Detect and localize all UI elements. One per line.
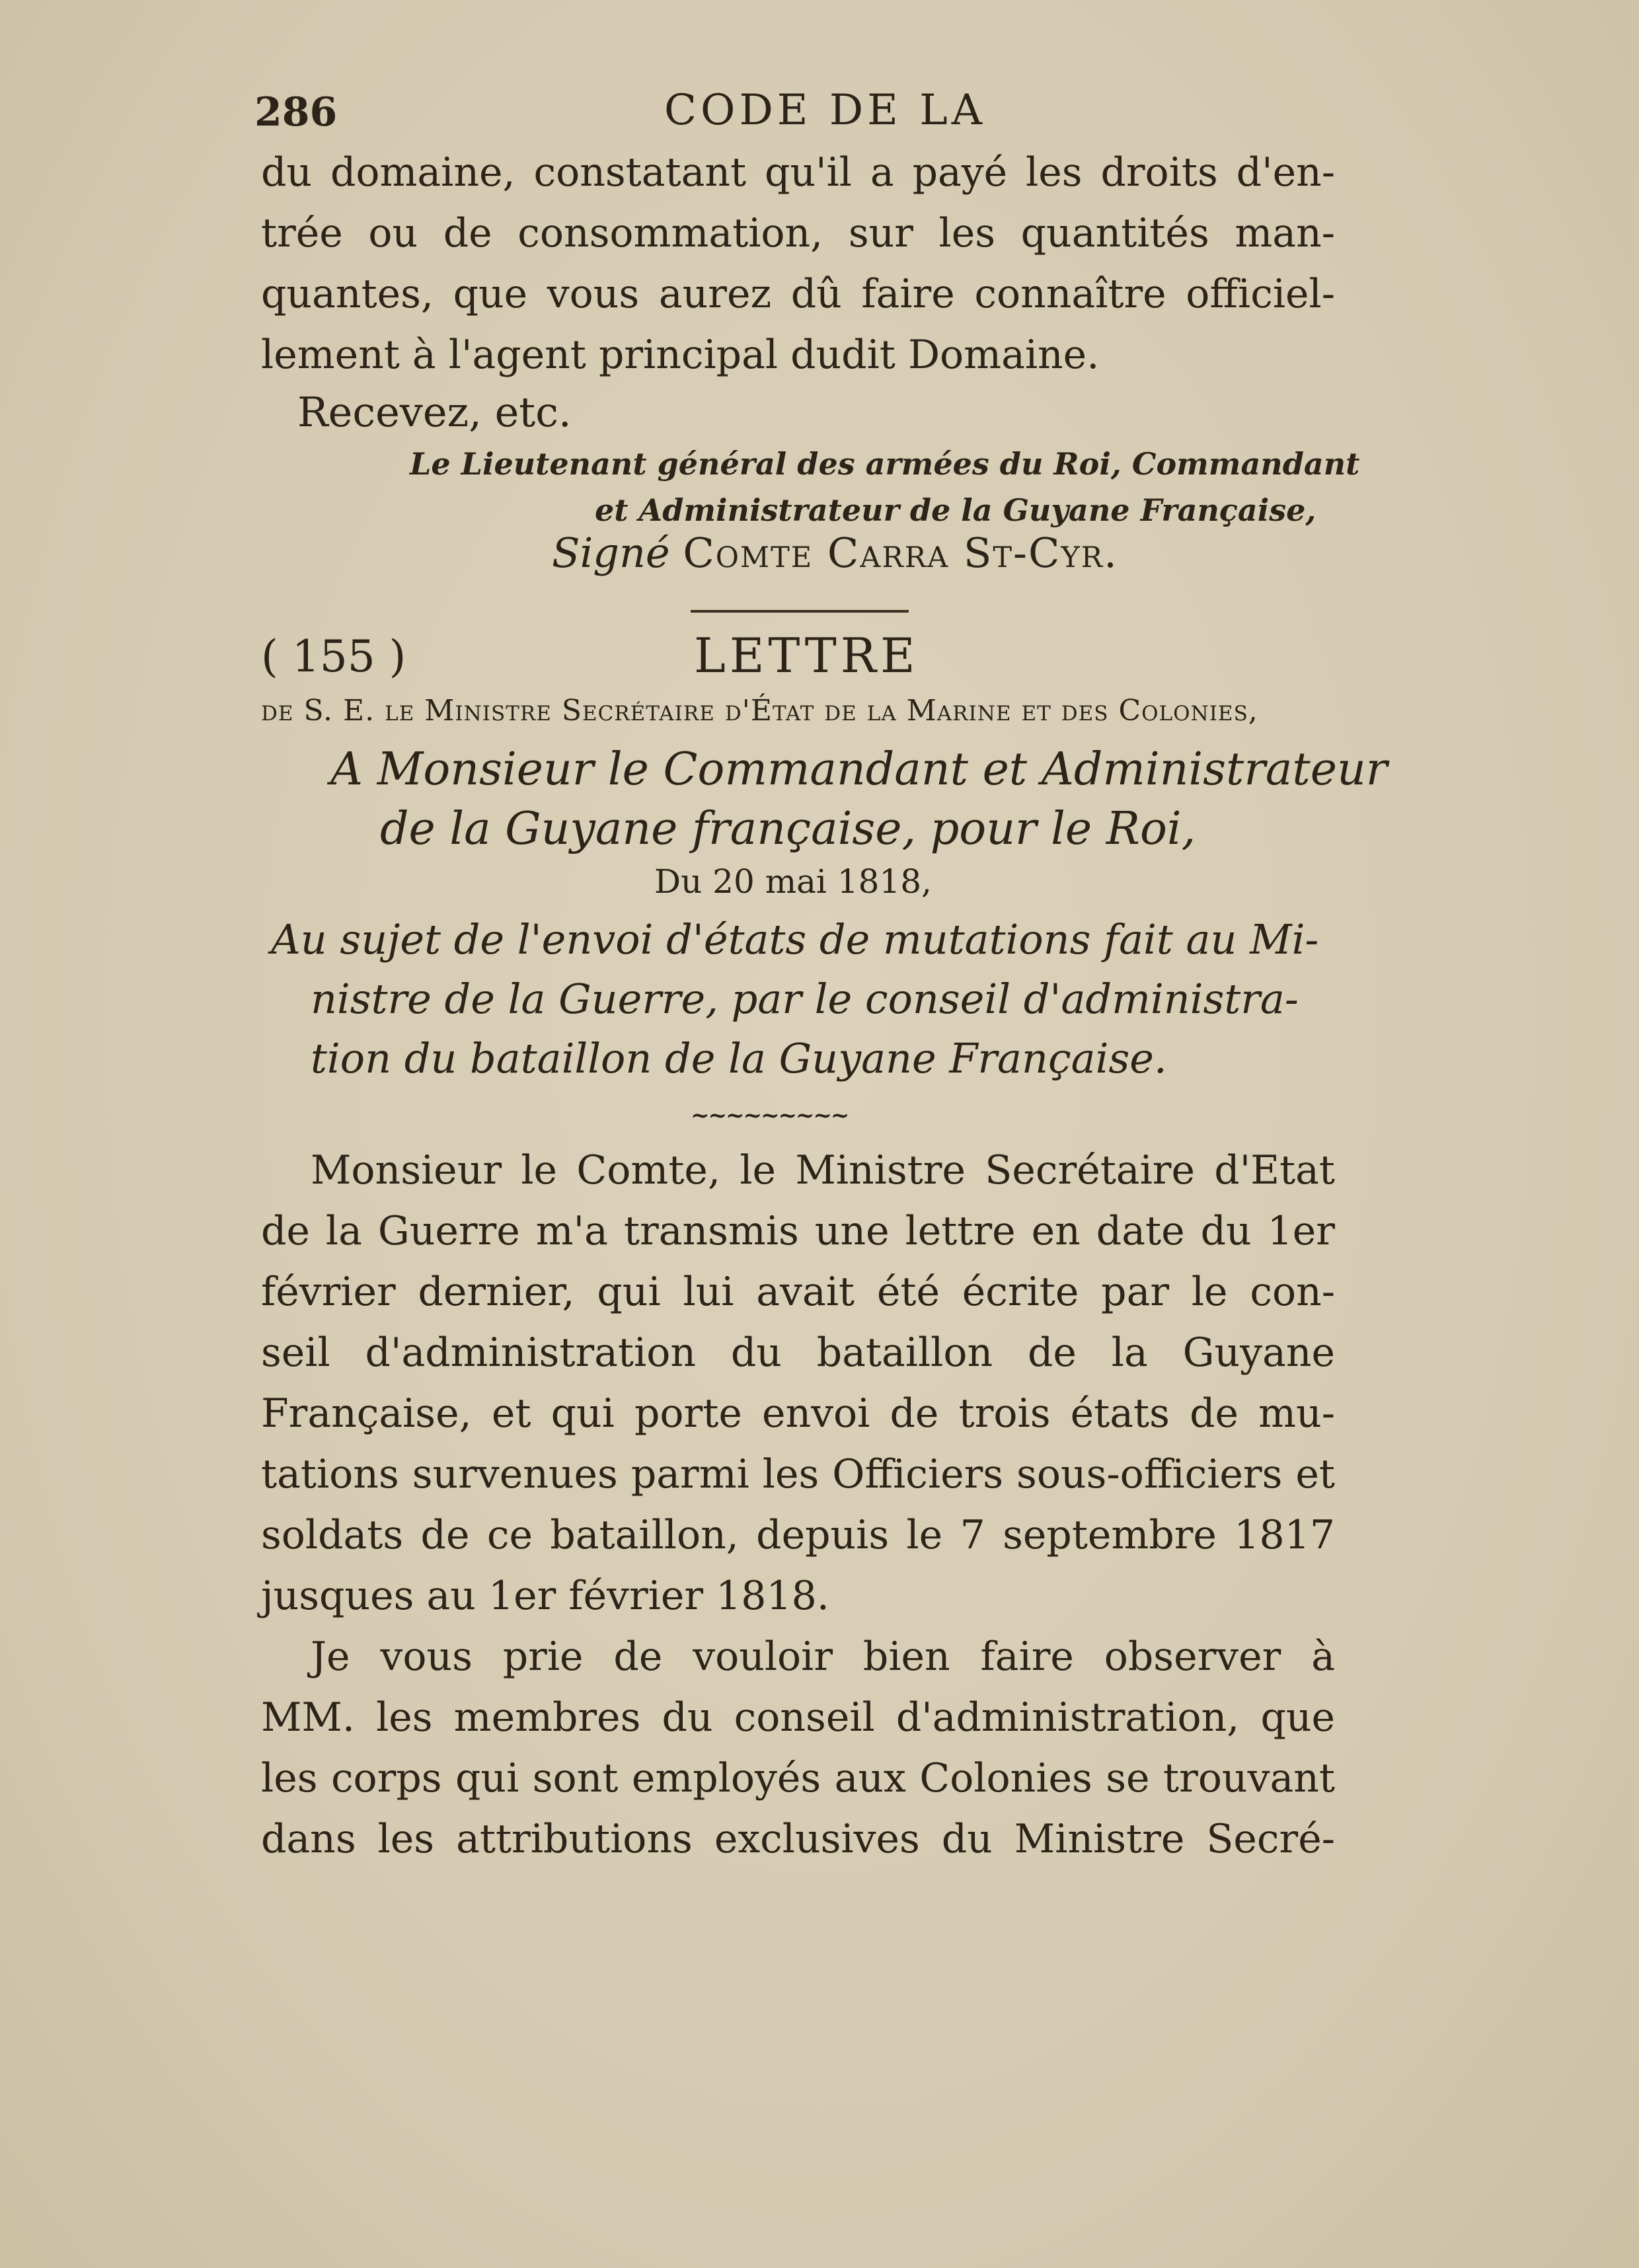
separator-rule: [691, 610, 909, 613]
letter-body-line: février dernier, qui lui avait été écrite par le con-: [261, 1269, 1335, 1315]
page-number: 286: [254, 89, 338, 135]
letter-date: Du 20 mai 1818,: [654, 862, 932, 901]
letter-body-line: seil d'administration du bataillon de la Guyane: [261, 1330, 1335, 1376]
letter-recipient-line1: A Monsieur le Commandant et Administrateur: [330, 743, 1388, 796]
letter-number: ( 155 ): [261, 631, 406, 682]
letter-body-line: Je vous prie de vouloir bien faire observer à: [311, 1634, 1335, 1680]
letter-body-line: de la Guerre m'a transmis une lettre en date du 1er: [261, 1208, 1335, 1254]
letter-body-line: tations survenues parmi les Officiers sous-officiers et: [261, 1451, 1335, 1497]
signatory-title-line2: et Administrateur de la Guyane Française,: [595, 492, 1316, 528]
letter-body-line: les corps qui sont employés aux Colonies se trouvant: [261, 1755, 1335, 1801]
running-title: CODE DE LA: [664, 86, 986, 135]
letter-body-line: soldats de ce bataillon, depuis le 7 septembre 1817: [261, 1512, 1335, 1558]
letter-sender: de S. E. le Ministre Secrétaire d'État de la Marine et des Colonies,: [261, 694, 1258, 728]
closing-formula: Recevez, etc.: [297, 388, 572, 436]
letter-body-line: Monsieur le Comte, le Ministre Secrétaire d'Etat: [311, 1147, 1335, 1193]
signatory-title-line1: Le Lieutenant général des armées du Roi, Commandant: [410, 446, 1360, 482]
previous-letter-line: lement à l'agent principal dudit Domaine.: [261, 332, 1100, 378]
letter-recipient-line2: de la Guyane française, pour le Roi,: [380, 803, 1196, 855]
previous-letter-line: trée ou de consommation, sur les quantités man-: [261, 210, 1335, 256]
letter-body-line: Française, et qui porte envoi de trois états de mu-: [261, 1390, 1335, 1437]
letter-heading: LETTRE: [694, 628, 919, 683]
previous-letter-line: quantes, que vous aurez dû faire connaître officiel-: [261, 271, 1335, 317]
previous-letter-line: du domaine, constatant qu'il a payé les droits d'en-: [261, 149, 1335, 196]
letter-subject-line: tion du bataillon de la Guyane Française.: [311, 1034, 1167, 1082]
signed-name: Comte Carra St-Cyr.: [683, 529, 1118, 577]
signature-line: [552, 529, 1118, 577]
letter-body-line: dans les attributions exclusives du Ministre Secré-: [261, 1816, 1335, 1862]
letter-subject-line: nistre de la Guerre, par le conseil d'administra-: [311, 975, 1299, 1023]
signed-label: Signé: [552, 529, 670, 577]
letter-body-line: MM. les membres du conseil d'administration, que: [261, 1694, 1335, 1741]
ornament-divider: ~~~~~~~~~: [691, 1102, 849, 1129]
letter-body-line: jusques au 1er février 1818.: [261, 1573, 829, 1619]
letter-subject-line: Au sujet de l'envoi d'états de mutations fait au Mi-: [271, 915, 1319, 964]
